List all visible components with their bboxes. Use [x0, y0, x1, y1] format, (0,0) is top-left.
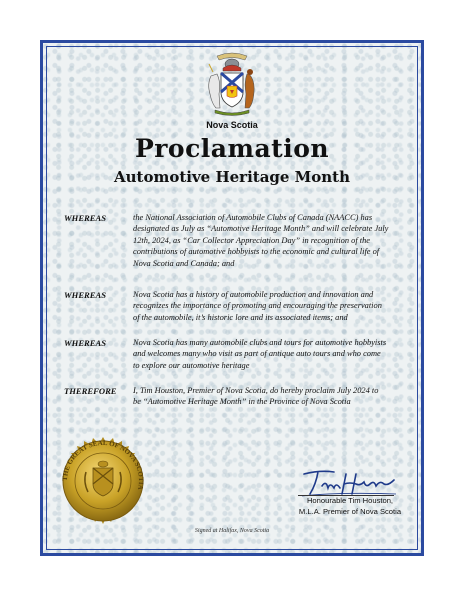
clause-line: contributions of automotive hobbyists to the economic and cultural life of [133, 247, 380, 257]
clause-line: 12th, 2024, as “Car Collector Appreciation Day” in recognition of the [133, 235, 370, 245]
signatory-name [280, 496, 420, 517]
coat-of-arms-icon [203, 50, 261, 118]
signatory-line-2: M.L.A. Premier of Nova Scotia [298, 506, 402, 516]
proclamation-subtitle: Automotive Heritage Month [113, 168, 351, 186]
clause-line: I, Tim Houston, Premier of Nova Scotia, do hereby proclaim July 2024 to [133, 386, 379, 395]
clause-label-whereas-2: WHEREAS [64, 290, 107, 300]
clause-line: and welcomes many who visit as part of antique auto tours and who come [133, 349, 381, 359]
clause-line: be “Automotive Heritage Month” in the Province of Nova Scotia [133, 397, 351, 407]
clause-line: designated as July as “Automotive Heritage Month” and will celebrate July [133, 224, 389, 234]
clause-text-therefore [133, 385, 405, 408]
clause-label-therefore: THEREFORE [64, 386, 117, 396]
seal-text: THE GREAT SEAL OF NOVA SCOTIA [60, 438, 146, 491]
clause-text-whereas-2 [133, 289, 405, 323]
clause-line: Nova Scotia has a history of automobile production and innovation and [133, 290, 374, 299]
clause-line: to explore our automotive heritage [133, 360, 250, 370]
clause-text-whereas-3 [133, 337, 405, 371]
clause-label-whereas-3: WHEREAS [64, 338, 107, 348]
signatory-line-1: Honourable Tim Houston, [306, 496, 394, 505]
page-title: Proclamation [134, 134, 330, 163]
clause-line: the National Association of Automobile Clubs of Canada (NAACC) has [133, 213, 373, 222]
province-name: Nova Scotia [206, 120, 258, 130]
signed-at-location: Signed at Halifax, Nova Scotia [194, 528, 270, 534]
clause-line: of the automobile, it’s historic lore and its associated items; and [133, 312, 348, 322]
clause-label-whereas-1: WHEREAS [64, 213, 107, 223]
clause-line: Nova Scotia and Canada; and [133, 258, 235, 268]
great-seal-icon [53, 436, 153, 536]
clause-line: Nova Scotia has many automobile clubs and tours for automotive hobbyists [133, 338, 387, 347]
clause-line: recognizes the importance of promoting and encouraging the preservation [133, 301, 382, 311]
clause-text-whereas-1 [133, 212, 405, 269]
